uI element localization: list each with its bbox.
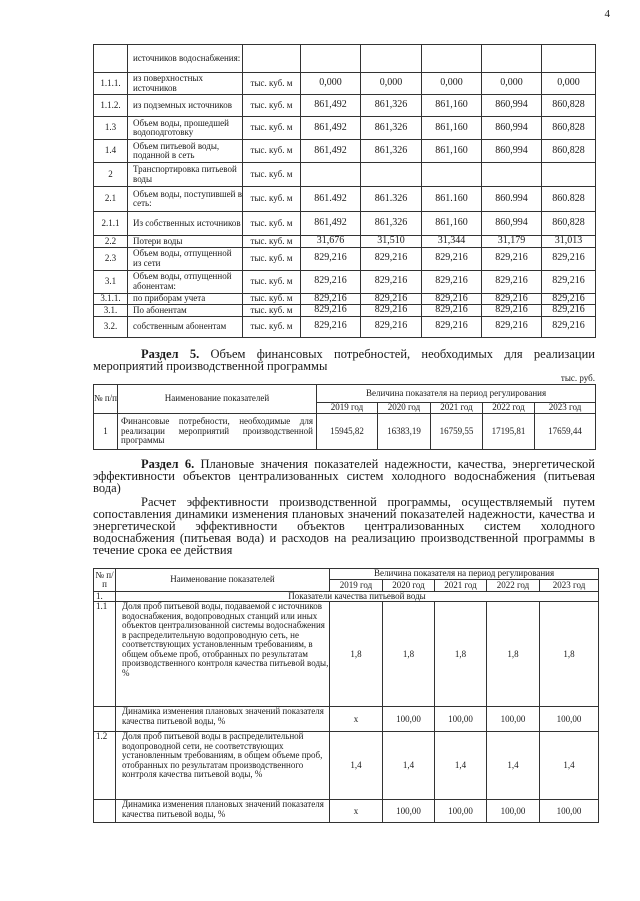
row-unit bbox=[243, 45, 301, 73]
table-row bbox=[94, 73, 596, 95]
row-num: 1.1.2. bbox=[94, 95, 128, 117]
row-value: 860,828 bbox=[542, 140, 596, 163]
row-value: 861,492 bbox=[301, 117, 361, 140]
row-value: 861.326 bbox=[361, 187, 422, 212]
row-num: 2.2 bbox=[94, 236, 128, 248]
row-value: 829,216 bbox=[482, 270, 542, 293]
row-unit: тыс. куб. м bbox=[243, 293, 301, 305]
row-value bbox=[482, 163, 542, 187]
year-header: 2021 год bbox=[431, 403, 483, 414]
row-value bbox=[301, 45, 361, 73]
row-unit: тыс. куб. м bbox=[243, 95, 301, 117]
row-value: 861,326 bbox=[361, 212, 422, 236]
row-value: 17195,81 bbox=[483, 414, 535, 450]
year-header: 2021 год bbox=[435, 580, 487, 592]
row-value bbox=[361, 45, 422, 73]
quality-indicators-table bbox=[93, 568, 599, 823]
row-name: Динамика изменения плановых значений показателя качества питьевой воды, % bbox=[116, 800, 330, 823]
row-value: 861,492 bbox=[301, 212, 361, 236]
row-value: 860.828 bbox=[542, 187, 596, 212]
table-row bbox=[94, 293, 596, 305]
row-value: 16383,19 bbox=[378, 414, 431, 450]
row-value: 860,994 bbox=[482, 140, 542, 163]
row-value: 1,4 bbox=[330, 732, 383, 800]
row-name: собственным абонентам bbox=[128, 316, 243, 337]
row-num: 3.2. bbox=[94, 316, 128, 337]
table-row bbox=[94, 316, 596, 337]
row-name: источников водоснабжения: bbox=[128, 45, 243, 73]
row-unit: тыс. куб. м bbox=[243, 236, 301, 248]
row-value: 829,216 bbox=[542, 316, 596, 337]
row-value: 829,216 bbox=[301, 293, 361, 305]
row-value: 829,216 bbox=[361, 293, 422, 305]
row-value: 861,160 bbox=[422, 117, 482, 140]
section5-heading: Раздел 5. Объем финансовых потребностей, необходимых для реализации мероприятий производственной программы bbox=[93, 347, 595, 373]
row-name: Объем воды, отпущенной абонентам: bbox=[128, 270, 243, 293]
row-num bbox=[94, 707, 116, 732]
row-value: 829,216 bbox=[361, 247, 422, 270]
row-value: 1,4 bbox=[540, 732, 599, 800]
row-unit: тыс. куб. м bbox=[243, 305, 301, 317]
row-value: 100,00 bbox=[487, 800, 540, 823]
row-value: 100,00 bbox=[435, 800, 487, 823]
row-unit: тыс. куб. м bbox=[243, 73, 301, 95]
row-name: Объем воды, отпущенной из сети bbox=[128, 247, 243, 270]
row-value: 0,000 bbox=[422, 73, 482, 95]
row-num: 1 bbox=[94, 414, 118, 450]
table-row bbox=[94, 95, 596, 117]
row-value: 31,013 bbox=[542, 236, 596, 248]
row-value bbox=[542, 45, 596, 73]
row-value: 860,994 bbox=[482, 212, 542, 236]
row-num: 1.3 bbox=[94, 117, 128, 140]
row-value: 829,216 bbox=[542, 247, 596, 270]
row-unit: тыс. куб. м bbox=[243, 212, 301, 236]
row-value: 829,216 bbox=[482, 316, 542, 337]
table-row bbox=[94, 163, 596, 187]
table-row bbox=[94, 187, 596, 212]
row-value: 860.994 bbox=[482, 187, 542, 212]
row-unit: тыс. куб. м bbox=[243, 270, 301, 293]
row-value: 829,216 bbox=[422, 293, 482, 305]
financial-needs-table bbox=[93, 384, 596, 450]
row-value: 829,216 bbox=[422, 247, 482, 270]
row-value: 829,216 bbox=[301, 247, 361, 270]
row-name: из подземных источников bbox=[128, 95, 243, 117]
row-value: 31,344 bbox=[422, 236, 482, 248]
row-value: 16759,55 bbox=[431, 414, 483, 450]
table-row bbox=[94, 305, 596, 317]
table-row bbox=[94, 732, 599, 800]
table-row bbox=[94, 247, 596, 270]
row-value: 17659,44 bbox=[535, 414, 596, 450]
row-num bbox=[94, 800, 116, 823]
row-value: 0,000 bbox=[482, 73, 542, 95]
row-value: 1,8 bbox=[435, 602, 487, 707]
row-value: 829,216 bbox=[482, 247, 542, 270]
row-value: 1,8 bbox=[540, 602, 599, 707]
row-value: 829,216 bbox=[542, 305, 596, 317]
header-num: № п/п bbox=[94, 385, 118, 414]
row-name: Объем воды, прошедшей водоподготовку bbox=[128, 117, 243, 140]
row-value: 31,676 bbox=[301, 236, 361, 248]
row-value: x bbox=[330, 800, 383, 823]
table-row bbox=[94, 212, 596, 236]
row-value: 100,00 bbox=[435, 707, 487, 732]
year-header: 2020 год bbox=[378, 403, 431, 414]
row-value: 861.160 bbox=[422, 187, 482, 212]
row-value: 1,8 bbox=[330, 602, 383, 707]
row-name: Доля проб питьевой воды, подаваемой с источников водоснабжения, водопроводных станций или иных объектов централизованной системы водоснабжения в распределительную водопроводную сеть, не соответствующих установленным требованиям, в общем объеме проб, отобранных по результатам производственного контроля качества питьевой воды, % bbox=[116, 602, 330, 707]
row-value: 829,216 bbox=[361, 270, 422, 293]
year-header: 2023 год bbox=[535, 403, 596, 414]
table-row bbox=[94, 140, 596, 163]
row-name: Объем питьевой воды, поданной в сеть bbox=[128, 140, 243, 163]
row-value: 829,216 bbox=[361, 316, 422, 337]
row-value: 0,000 bbox=[361, 73, 422, 95]
row-value: 861,326 bbox=[361, 140, 422, 163]
row-value: 860,994 bbox=[482, 117, 542, 140]
row-num: 1.1 bbox=[94, 602, 116, 707]
row-value: 829,216 bbox=[422, 305, 482, 317]
table-row bbox=[94, 707, 599, 732]
year-header: 2022 год bbox=[483, 403, 535, 414]
row-value: 861,160 bbox=[422, 140, 482, 163]
row-num: 2 bbox=[94, 163, 128, 187]
table-row bbox=[94, 602, 599, 707]
row-unit: тыс. куб. м bbox=[243, 247, 301, 270]
row-value: 829,216 bbox=[482, 305, 542, 317]
row-name: Объем воды, поступившей в сеть: bbox=[128, 187, 243, 212]
row-value bbox=[542, 163, 596, 187]
row-value: 1,4 bbox=[435, 732, 487, 800]
row-value: 860,994 bbox=[482, 95, 542, 117]
row-name: по приборам учета bbox=[128, 293, 243, 305]
row-unit: тыс. куб. м bbox=[243, 316, 301, 337]
row-value: 100,00 bbox=[487, 707, 540, 732]
row-num: 1.1.1. bbox=[94, 73, 128, 95]
table-row bbox=[94, 236, 596, 248]
row-value: 100,00 bbox=[383, 800, 435, 823]
row-num: 3.1.1. bbox=[94, 293, 128, 305]
header-num: № п/п bbox=[94, 569, 116, 592]
row-value: 829,216 bbox=[422, 316, 482, 337]
row-value bbox=[301, 163, 361, 187]
year-header: 2019 год bbox=[330, 580, 383, 592]
row-num: 1.2 bbox=[94, 732, 116, 800]
row-value: 861,326 bbox=[361, 117, 422, 140]
row-value bbox=[422, 45, 482, 73]
row-value: 829,216 bbox=[301, 316, 361, 337]
row-unit: тыс. куб. м bbox=[243, 117, 301, 140]
group-num: 1. bbox=[94, 592, 116, 602]
row-value: 829,216 bbox=[422, 270, 482, 293]
row-name: Транспортировка питьевой воды bbox=[128, 163, 243, 187]
row-value: 829,216 bbox=[482, 293, 542, 305]
year-header: 2022 год bbox=[487, 580, 540, 592]
row-value: 1,4 bbox=[487, 732, 540, 800]
section6-heading: Раздел 6. Плановые значения показателей надежности, качества, энергетической эффективности объектов централизованных систем холодного водоснабжения (питьевая вода) bbox=[93, 457, 596, 495]
row-value bbox=[361, 163, 422, 187]
row-value: 829,216 bbox=[542, 270, 596, 293]
row-value: 829,216 bbox=[301, 270, 361, 293]
row-value: 100,00 bbox=[540, 800, 599, 823]
row-value: 100,00 bbox=[383, 707, 435, 732]
row-name: Потери воды bbox=[128, 236, 243, 248]
row-value: 829,216 bbox=[542, 293, 596, 305]
row-num: 3.1. bbox=[94, 305, 128, 317]
row-name: Из собственных источников bbox=[128, 212, 243, 236]
table-row bbox=[94, 800, 599, 823]
row-value: 0,000 bbox=[542, 73, 596, 95]
row-value: 15945,82 bbox=[317, 414, 378, 450]
header-name: Наименование показателей bbox=[118, 385, 317, 414]
group-name: Показатели качества питьевой воды bbox=[116, 592, 599, 602]
row-name: Динамика изменения плановых значений показателя качества питьевой воды, % bbox=[116, 707, 330, 732]
row-num: 3.1 bbox=[94, 270, 128, 293]
row-name: из поверхностных источников bbox=[128, 73, 243, 95]
row-num: 2.1 bbox=[94, 187, 128, 212]
row-num: 1.4 bbox=[94, 140, 128, 163]
row-value: 860,828 bbox=[542, 95, 596, 117]
table-row bbox=[94, 117, 596, 140]
row-num: 2.3 bbox=[94, 247, 128, 270]
row-value: 861,160 bbox=[422, 95, 482, 117]
water-volume-table bbox=[93, 44, 596, 338]
page-number: 4 bbox=[604, 8, 610, 20]
row-value: 861.492 bbox=[301, 187, 361, 212]
row-name: По абонентам bbox=[128, 305, 243, 317]
row-value: 860,828 bbox=[542, 212, 596, 236]
table-row bbox=[94, 45, 596, 73]
row-num bbox=[94, 45, 128, 73]
row-value: 829,216 bbox=[361, 305, 422, 317]
section6-paragraph: Расчет эффективности производственной программы, осуществляемый путем сопоставления динамики изменения плановых значений показателей надежности, качества и энергетической эффективности объектов централизованных систем холодного водоснабжения (питьевая вода) и расходов на реализацию производственной программы в течение срока ее действия bbox=[93, 495, 595, 557]
header-period: Величина показателя на период регулирования bbox=[330, 569, 599, 580]
row-value bbox=[422, 163, 482, 187]
row-value: 1,4 bbox=[383, 732, 435, 800]
row-unit: тыс. куб. м bbox=[243, 140, 301, 163]
row-name: Финансовые потребности, необходимые для реализации мероприятий производственной программы bbox=[118, 414, 317, 450]
row-value: 0,000 bbox=[301, 73, 361, 95]
currency-unit: тыс. руб. bbox=[560, 373, 595, 383]
row-value: 100,00 bbox=[540, 707, 599, 732]
row-value: 861,160 bbox=[422, 212, 482, 236]
row-value bbox=[482, 45, 542, 73]
row-value: 861,326 bbox=[361, 95, 422, 117]
row-value: 31,179 bbox=[482, 236, 542, 248]
year-header: 2020 год bbox=[383, 580, 435, 592]
row-value: 31,510 bbox=[361, 236, 422, 248]
year-header: 2023 год bbox=[540, 580, 599, 592]
row-num: 2.1.1 bbox=[94, 212, 128, 236]
table-row bbox=[94, 270, 596, 293]
row-value: x bbox=[330, 707, 383, 732]
row-value: 1,8 bbox=[487, 602, 540, 707]
row-value: 861,492 bbox=[301, 95, 361, 117]
header-period: Величина показателя на период регулирования bbox=[317, 385, 596, 403]
row-unit: тыс. куб. м bbox=[243, 187, 301, 212]
header-name: Наименование показателей bbox=[116, 569, 330, 592]
row-value: 860,828 bbox=[542, 117, 596, 140]
row-value: 1,8 bbox=[383, 602, 435, 707]
row-value: 861,492 bbox=[301, 140, 361, 163]
row-unit: тыс. куб. м bbox=[243, 163, 301, 187]
year-header: 2019 год bbox=[317, 403, 378, 414]
row-value: 829,216 bbox=[301, 305, 361, 317]
row-name: Доля проб питьевой воды в распределительной водопроводной сети, не соответствующих установленным требованиям, в общем объеме проб, отобранных по результатам производственного контроля качества питьевой воды, % bbox=[116, 732, 330, 800]
